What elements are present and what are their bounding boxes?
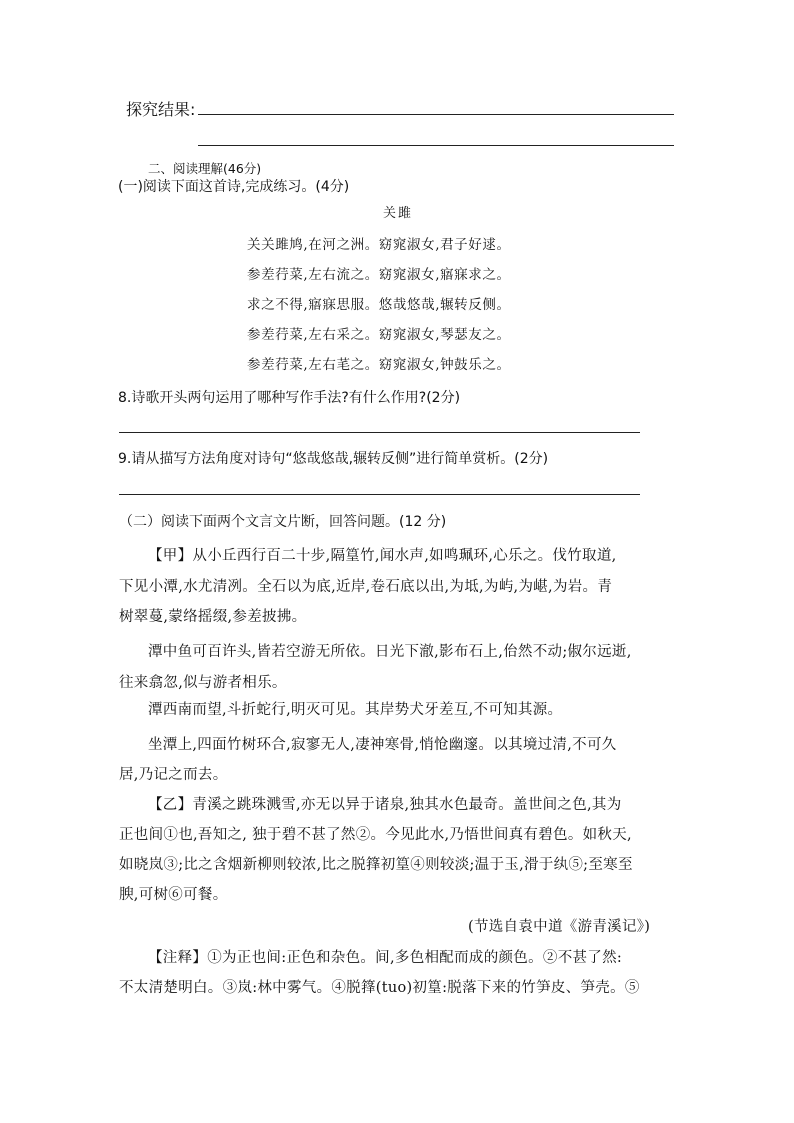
passage-yi-line: 正也间①也,吾知之, 独于碧不甚了然②。今见此水,乃悟世间真有碧色。如秋天, (119, 827, 632, 843)
part2-intro: （二）阅读下面两个文言文片断，回答问题。(12 分) (119, 514, 447, 530)
poem-line: 参差荇菜,左右采之。窈窕淑女,琴瑟友之。 (247, 327, 511, 343)
poem-line: 关关雎鸠,在河之洲。窈窕淑女,君子好逑。 (247, 237, 511, 253)
answer-line (198, 114, 674, 115)
poem-line: 求之不得,寤寐思服。悠哉悠哉,辗转反侧。 (247, 297, 511, 313)
passage-yi-line: 如晓岚③;比之含烟新柳则较浓,比之脱箨初篁④则较淡;温于玉,滑于纨⑤;至寒至 (119, 857, 633, 873)
passage-jia-line: 坐潭上,四面竹树环合,寂寥无人,凄神寒骨,悄怆幽邃。以其境过清,不可久 (148, 737, 617, 753)
question-9: 9.请从描写方法角度对诗句“悠哉悠哉,辗转反侧”进行简单赏析。(2分) (118, 451, 549, 467)
answer-line (119, 432, 640, 433)
passage-yi-line: 【乙】青溪之跳珠溅雪,亦无以异于诸泉,独其水色最奇。盖世间之色,其为 (148, 797, 622, 813)
passage-jia-line: 潭西南而望,斗折蛇行,明灭可见。其岸势犬牙差互,不可知其源。 (148, 702, 563, 718)
passage-jia-line: 树翠蔓,蒙络摇缀,参差披拂。 (119, 609, 307, 625)
source-citation: (节选自袁中道《游青溪记》) (468, 919, 651, 935)
passage-jia-line: 往来翕忽,似与游者相乐。 (119, 675, 287, 691)
notes-line: 【注释】①为正也间:正色和杂色。间,多色相配而成的颜色。②不甚了然: (148, 950, 623, 966)
answer-line (119, 494, 640, 495)
poem-line: 参差荇菜,左右流之。窈窕淑女,寤寐求之。 (247, 267, 511, 283)
passage-jia-line: 【甲】从小丘西行百二十步,隔篁竹,闻水声,如鸣珮环,心乐之。伐竹取道, (148, 548, 617, 564)
passage-jia-line: 居,乃记之而去。 (119, 767, 228, 783)
part1-intro: (一)阅读下面这首诗,完成练习。(4分) (118, 179, 350, 195)
poem-title: 关雎 (383, 206, 414, 221)
passage-yi-line: 腴,可树⑥可餐。 (119, 887, 228, 903)
notes-line: 不太清楚明白。③岚:林中雾气。④脱箨(tuo)初篁:脱落下来的竹笋皮、笋壳。⑤ (119, 980, 640, 996)
poem-line: 参差荇菜,左右芼之。窈窕淑女,钟鼓乐之。 (247, 357, 511, 373)
result-label: 探究结果: (126, 100, 196, 119)
question-8: 8.诗歌开头两句运用了哪种写作手法?有什么作用?(2分) (118, 390, 461, 406)
answer-line (198, 145, 674, 146)
passage-jia-line: 潭中鱼可百许头,皆若空游无所依。日光下澈,影布石上,佁然不动;俶尔远逝, (148, 644, 632, 660)
section-heading: 二、阅读理解(46分) (148, 161, 262, 176)
passage-jia-line: 下见小潭,水尤清冽。全石以为底,近岸,卷石底以出,为坻,为屿,为嵁,为岩。青 (119, 579, 613, 595)
